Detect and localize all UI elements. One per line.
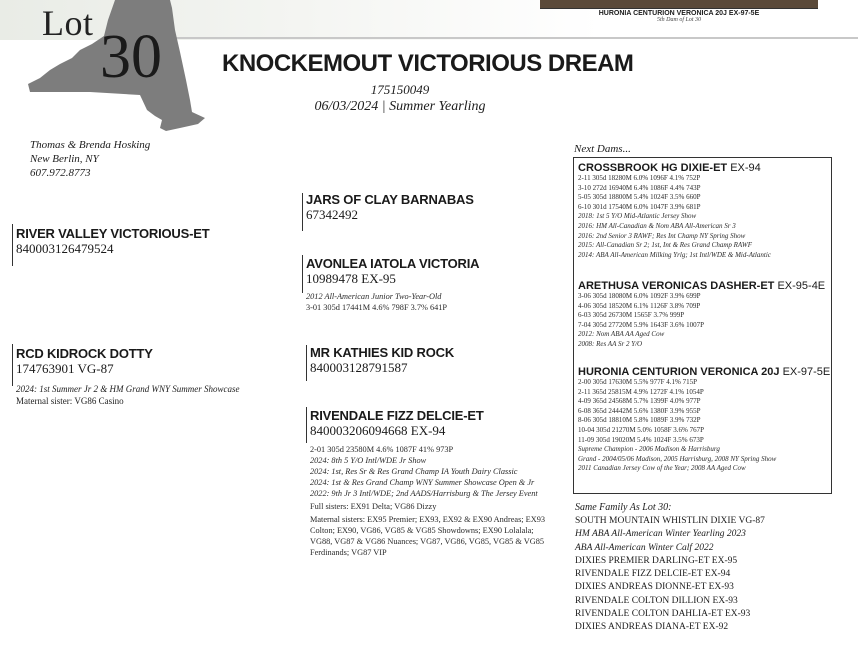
next-dam-achievement: 2015: All-Canadian Sr 2; 1st, Int & Res Grand Champ RAWF (578, 241, 753, 250)
same-family-item: HM ABA All-American Winter Yearling 2023 (575, 529, 746, 540)
photo-caption (540, 10, 818, 23)
next-dam-achievement: 2016: HM All-Canadian & Nom ABA All-American Sr 3 (578, 221, 736, 230)
dam-dam-block (310, 408, 545, 558)
same-family-item: DIXIES ANDREAS DIANA-ET EX-92 (575, 622, 729, 633)
dam-photo (540, 0, 818, 9)
same-family-item: RIVENDALE COLTON DAHLIA-ET EX-93 (575, 609, 751, 620)
photo-caption-sub: 5th Dam of Lot 30 (656, 17, 701, 23)
animal-birth-date: 06/03/2024 | Summer Yearling (314, 99, 486, 114)
same-family-list (575, 515, 765, 635)
next-dam-record: 6-03 305d 26730M 1565F 3.7% 999P (578, 311, 685, 320)
next-dam-achievement: 2011 Canadian Jersey Cow of the Year; 2008 AA Aged Cow (578, 464, 746, 473)
consignor-location: New Berlin, NY (30, 153, 99, 165)
next-dams-box (573, 157, 832, 494)
dam-note: 2024: 1st Summer Jr 2 & HM Grand WNY Summer Showcase (16, 384, 240, 394)
same-family-item: DIXIES ANDREAS DIONNE-ET EX-93 (575, 582, 734, 593)
dam-dam-note: 2024: 1st & Res Grand Champ WNY Summer Showcase Open & Jr (310, 478, 535, 487)
next-dam-record: 2-11 305d 18280M 6.0% 1096F 4.1% 752P (578, 174, 701, 182)
lot-number: 30 (100, 23, 162, 91)
next-dam-record: 11-09 305d 19020M 5.4% 1024F 3.5% 673P (578, 435, 704, 444)
dam-dam-reg: 840003206094668 EX-94 (310, 423, 446, 438)
dam-sire-block (310, 345, 454, 376)
sire-dam-record: 3-01 305d 17441M 4.6% 798F 3.7% 641P (306, 303, 448, 312)
next-dam-achievement: 2018: 1st 5 Y/O Mid-Atlantic Jersey Show (578, 212, 697, 221)
dam-dam-maternal-sisters: Maternal sisters: EX95 Premier; EX93, EX92 & EX90 Andreas; EX93 (310, 515, 546, 524)
same-family-item: ABA All-American Winter Calf 2022 (575, 542, 714, 553)
sire-sire-name: JARS OF CLAY BARNABAS (306, 192, 474, 207)
next-dam-name: HURONIA CENTURION VERONICA 20J EX-97-5E (578, 366, 831, 378)
dam-block (16, 346, 240, 407)
next-dam-1 (578, 162, 771, 260)
same-family-item: RIVENDALE COLTON DILLION EX-93 (575, 595, 738, 606)
next-dam-achievement: 2012: Nom ABA AA Aged Cow (578, 330, 665, 339)
same-family-item: RIVENDALE FIZZ DELCIE-ET EX-94 (575, 569, 731, 580)
dam-name: RCD KIDROCK DOTTY (16, 346, 153, 361)
next-dam-record: 8-06 305d 18810M 5.8% 1089F 3.9% 732P (578, 416, 701, 425)
same-family-label: Same Family As Lot 30: (575, 502, 672, 513)
dam-dam-note: 2024: 1st, Res Sr & Res Grand Champ IA Youth Dairy Classic (310, 467, 518, 476)
dam-dam-note: 2024: 8th 5 Y/O Intl/WDE Jr Show (310, 456, 427, 465)
next-dam-achievement: 2016: 2nd Senior 3 RAWF; Res Int Champ NY Spring Show (578, 231, 746, 240)
next-dam-name: CROSSBROOK HG DIXIE-ET EX-94 (578, 162, 761, 174)
next-dam-record: 4-09 365d 24568M 5.7% 1399F 4.0% 977P (578, 397, 701, 406)
next-dam-record: 2-00 305d 17630M 5.5% 977F 4.1% 715P (578, 378, 698, 386)
sire-name: RIVER VALLEY VICTORIOUS-ET (16, 226, 210, 241)
next-dam-achievement: Supreme Champion - 2006 Madison & Harrisburg (578, 445, 720, 454)
dam-sire-line (306, 345, 307, 381)
dam-dam-maternal-sisters: VG88, VG87 & VG86 Nuances; VG87, VG86, VG85, VG85 & VG85 (310, 537, 545, 546)
next-dams-label: Next Dams... (574, 143, 631, 155)
next-dam-achievement: 2014: ABA All-American Milking Yrlg; 1st Intl/WDE & Mid-Atlantic (578, 250, 771, 259)
dam-dam-full-sisters: Full sisters: EX91 Delta; VG86 Dizzy (310, 502, 437, 511)
dam-dam-note: 2022: 9th Jr 3 Intl/WDE; 2nd AADS/Harrisburg & The Jersey Event (310, 489, 538, 498)
sire-sire-line (302, 193, 303, 231)
dam-sire-name: MR KATHIES KID ROCK (310, 345, 455, 360)
consignor-info (30, 138, 150, 180)
dam-sire-reg: 840003128791587 (310, 360, 408, 375)
next-dam-record: 2-11 365d 25815M 4.9% 1272F 4.1% 1054P (578, 387, 704, 396)
consignor-phone: 607.972.8773 (30, 167, 91, 179)
next-dam-record: 5-05 305d 18800M 5.4% 1024F 3.5% 660P (578, 193, 701, 202)
sire-dam-line (302, 255, 303, 293)
animal-name: KNOCKEMOUT VICTORIOUS DREAM (222, 50, 634, 77)
same-family-item: DIXIES PREMIER DARLING-ET EX-95 (575, 555, 738, 566)
same-family-item: SOUTH MOUNTAIN WHISTLIN DIXIE VG-87 (575, 516, 765, 526)
sire-sire-block (306, 192, 474, 223)
sire-sire-reg: 67342492 (306, 207, 358, 222)
sire-dam-block (306, 256, 479, 313)
animal-registration: 175150049 (370, 82, 430, 97)
next-dam-2 (578, 280, 825, 350)
lot-label: Lot (42, 3, 94, 43)
photo-caption-name: HURONIA CENTURION VERONICA 20J EX-97-5E (598, 10, 760, 17)
next-dam-achievement: 2008: Res AA Sr 2 Y/O (578, 339, 643, 348)
next-dam-achievement: Grand - 2004/05/06 Madison, 2005 Harrisburg, 2008 NY Spring Show (578, 454, 777, 463)
next-dam-record: 7-04 305d 27720M 5.9% 1643F 3.6% 1007P (578, 320, 705, 329)
dam-dam-line (306, 407, 307, 443)
next-dam-record: 3-10 272d 16940M 6.4% 1086F 4.4% 743P (578, 183, 701, 192)
next-dam-record: 6-10 301d 17540M 6.0% 1047F 3.9% 681P (578, 202, 701, 211)
sire-reg: 840003126479524 (16, 241, 114, 256)
dam-dam-maternal-sisters: Colton; EX90, VG86, VG85 & VG85 Showdowns; EX90 Lolalala; (310, 526, 534, 535)
dam-dam-name: RIVENDALE FIZZ DELCIE-ET (310, 408, 484, 423)
next-dam-record: 3-06 305d 18080M 6.0% 1092F 3.9% 699P (578, 292, 701, 300)
sire-dam-note: 2012 All-American Junior Two-Year-Old (306, 292, 442, 301)
next-dam-name: ARETHUSA VERONICAS DASHER-ET EX-95-4E (578, 280, 826, 292)
next-dam-record: 4-06 305d 18520M 6.1% 1126F 3.8% 709P (578, 301, 701, 310)
sire-block (16, 226, 209, 257)
dam-note: Maternal sister: VG86 Casino (16, 396, 124, 406)
dam-line (12, 344, 13, 386)
next-dam-record: 6-08 365d 24442M 5.6% 1380F 3.9% 955P (578, 406, 701, 415)
sire-dam-name: AVONLEA IATOLA VICTORIA (306, 256, 480, 271)
sire-line (12, 224, 13, 266)
dam-dam-maternal-sisters: Ferdinands; VG87 VIP (310, 548, 387, 557)
sire-dam-reg: 10989478 EX-95 (306, 271, 396, 286)
dam-reg: 174763901 VG-87 (16, 361, 114, 376)
next-dam-3 (578, 366, 830, 474)
next-dam-record: 10-04 305d 21270M 5.0% 1058F 3.6% 767P (578, 425, 705, 434)
header-rule (150, 37, 858, 39)
consignor-names: Thomas & Brenda Hosking (30, 139, 151, 151)
dam-dam-record: 2-01 305d 23580M 4.6% 1087F 41% 973P (310, 445, 454, 454)
